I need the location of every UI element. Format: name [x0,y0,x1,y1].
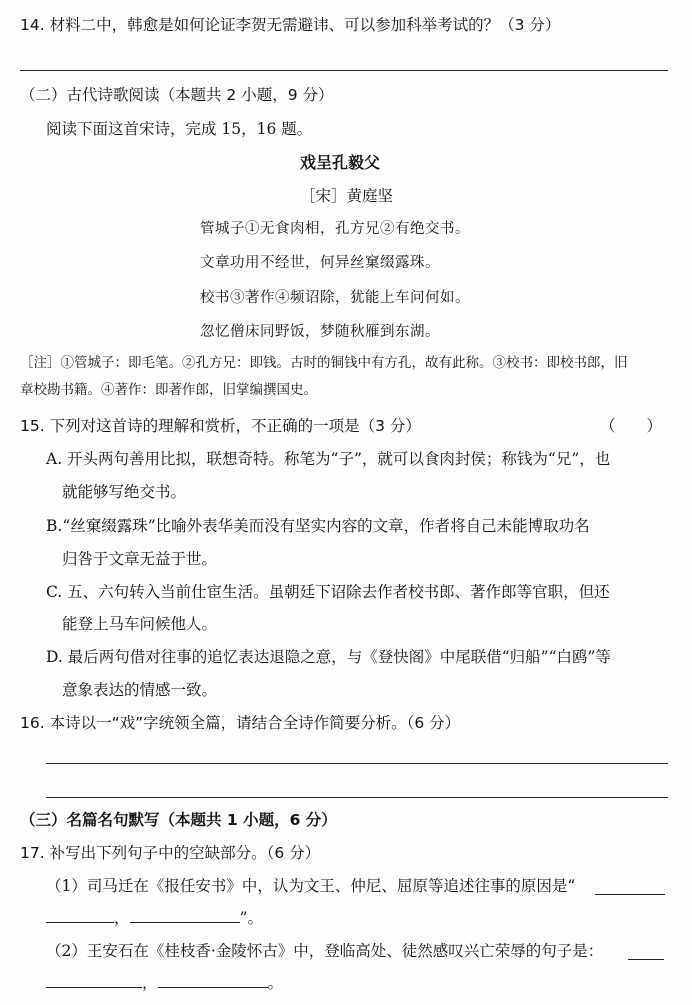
question-17-part-1 [46,874,575,896]
part-2-prompt: （2）王安石在《桂枝香·金陵怀古》中，登临高处、徒然感叹兴亡荣辱的句子是： [46,942,604,960]
option-a-line-2[interactable]: 就能够写绝交书。 [62,483,187,501]
poem-title: 戏呈孔毅父 [300,153,381,172]
section-2-intro: 阅读下面这首宋诗，完成 15，16 题。 [46,120,313,138]
poem-line-4: 忽忆僧床同野饭，梦随秋雁到东湖。 [200,324,440,340]
poem-line-1: 管城子①无食肉相，孔方兄②有绝交书。 [200,221,470,237]
question-16: 16. 本诗以一“戏”字统领全篇，请结合全诗作简要分析。（6 分） [20,714,461,732]
poem-note-line-1: ［注］①管城子：即毛笔。②孔方兄：即钱。古时的铜钱中有方孔，故有此称。③校书：即校书郎，旧 [20,355,628,371]
question-17-part-2-cont [46,971,283,993]
poem-line-3: 校书③著作④频诏除，犹能上车问何如。 [200,290,470,306]
answer-line-14 [20,70,668,71]
poem-author: ［宋］黄庭坚 [300,187,394,205]
question-17-stem: 17. 补写出下列句子中的空缺部分。（6 分） [20,844,321,862]
part-1-prompt: （1）司马迁在《报任安书》中，认为文王、仲尼、屈原等追述往事的原因是“ [46,877,576,895]
section-3-header: （三）名篇名句默写（本题共 1 小题，6 分） [20,811,337,829]
part-1-comma: ， [114,909,130,927]
question-17-part-2 [46,939,603,961]
answer-line-16-b[interactable] [46,797,668,798]
blank-2a[interactable] [628,945,664,960]
blank-1b[interactable] [46,908,114,923]
blank-2b[interactable] [46,973,142,988]
poem-note-line-2: 章校勘书籍。④著作：即著作郎，旧掌编撰国史。 [20,382,317,398]
part-2-comma: ， [142,974,158,992]
part-1-close-quote: ”。 [239,909,263,927]
question-14: 14. 材料二中，韩愈是如何论证李贺无需避讳、可以参加科举考试的？（3 分） [20,16,561,34]
blank-1a[interactable] [595,880,665,895]
option-c-line-2[interactable]: 能登上马车问候他人。 [62,615,218,633]
option-c-line-1[interactable]: C. 五、六句转入当前仕宦生活。虽朝廷下诏除去作者校书郎、著作郎等官职，但还 [46,583,610,601]
option-d-line-1[interactable]: D. 最后两句借对往事的追忆表达退隐之意，与《登快阁》中尾联借“归船”“白鸥”等 [46,648,611,666]
blank-2c[interactable] [158,973,268,988]
option-b-line-1[interactable]: B.“丝窠缀露珠”比喻外表华美而没有坚实内容的文章，作者将自己未能博取功名 [46,517,590,535]
answer-line-16-a[interactable] [46,763,668,764]
blank-1c[interactable] [130,908,240,923]
question-17-part-1-cont [46,906,263,928]
option-b-line-2[interactable]: 归咎于文章无益于世。 [62,550,218,568]
answer-parentheses[interactable]: （ ） [600,417,663,435]
question-15-stem: 15. 下列对这首诗的理解和赏析，不正确的一项是（3 分） [20,417,421,435]
poem-line-2: 文章功用不经世，何异丝窠缀露珠。 [200,255,440,271]
section-2-header: （二）古代诗歌阅读（本题共 2 小题，9 分） [20,86,334,104]
option-a-line-1[interactable]: A. 开头两句善用比拟，联想奇特。称笔为“子”，就可以食肉封侯；称钱为“兄”，也 [46,450,611,468]
part-2-period: 。 [267,974,284,992]
option-d-line-2[interactable]: 意象表达的情感一致。 [62,681,218,699]
